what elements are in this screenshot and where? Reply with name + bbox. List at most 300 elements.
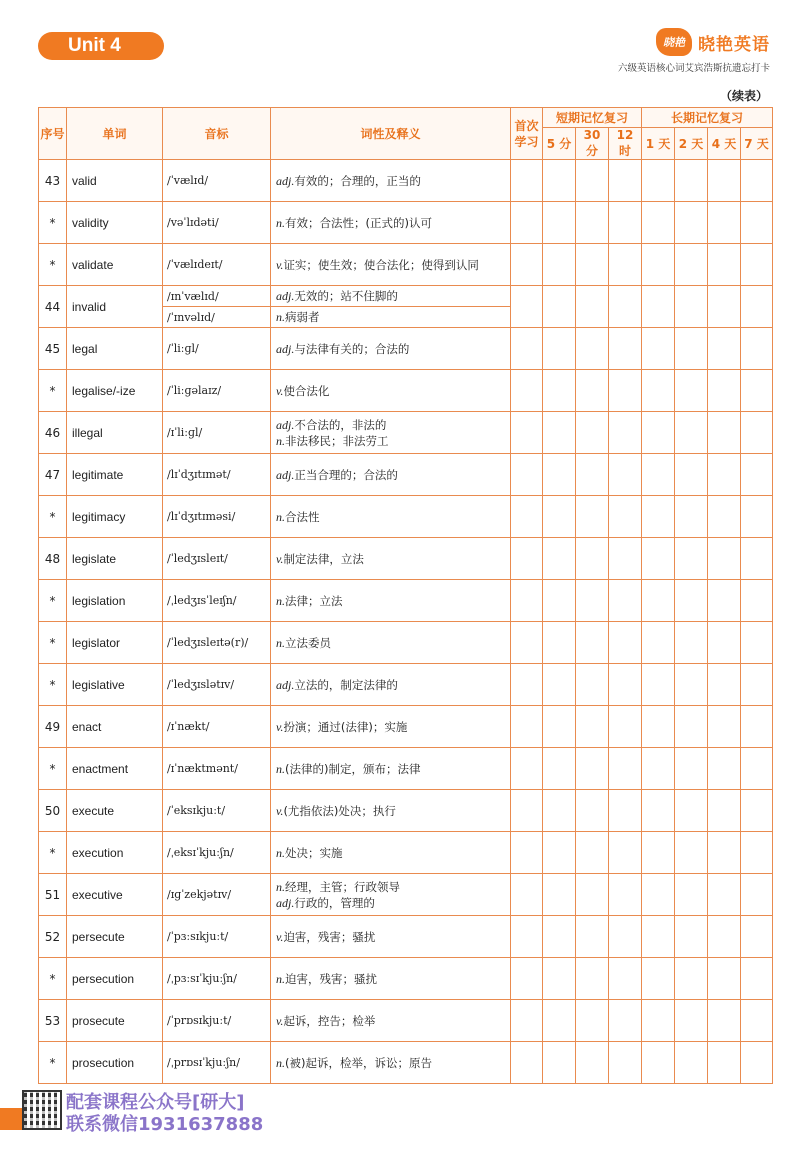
- review-checkbox-cell[interactable]: [609, 958, 642, 1000]
- review-checkbox-cell[interactable]: [741, 664, 773, 706]
- review-checkbox-cell[interactable]: [511, 328, 543, 370]
- review-checkbox-cell[interactable]: [708, 454, 741, 496]
- definition-line: [276, 895, 505, 911]
- entry-definition: [271, 958, 511, 1000]
- definition-text: 有效的；合理的，正当的: [294, 173, 421, 188]
- table-row: [39, 622, 773, 664]
- part-of-speech: v.: [276, 1013, 284, 1028]
- table-row: [39, 1000, 773, 1042]
- part-of-speech: adj.: [276, 173, 295, 188]
- review-checkbox-cell[interactable]: [675, 496, 708, 538]
- part-of-speech: n.: [276, 971, 285, 986]
- header-phonetic: 音标: [163, 108, 271, 160]
- review-checkbox-cell[interactable]: [543, 412, 576, 454]
- review-checkbox-cell[interactable]: [576, 328, 609, 370]
- review-checkbox-cell[interactable]: [741, 412, 773, 454]
- review-checkbox-cell[interactable]: [609, 412, 642, 454]
- header-5min: 5 分: [543, 128, 576, 160]
- review-checkbox-cell[interactable]: [609, 916, 642, 958]
- review-checkbox-cell[interactable]: [708, 622, 741, 664]
- review-checkbox-cell[interactable]: [708, 538, 741, 580]
- definition-text: 非法移民；非法劳工: [285, 433, 389, 448]
- entry-phonetic: /ɪˈnæktmənt/: [163, 748, 271, 790]
- entry-word: execute: [67, 790, 163, 832]
- review-checkbox-cell[interactable]: [609, 160, 642, 202]
- review-checkbox-cell[interactable]: [642, 202, 675, 244]
- review-checkbox-cell[interactable]: [511, 202, 543, 244]
- definition-text: 使合法化: [283, 383, 330, 398]
- review-checkbox-cell[interactable]: [609, 1000, 642, 1042]
- definition-line: [276, 593, 505, 609]
- review-checkbox-cell[interactable]: [708, 202, 741, 244]
- review-checkbox-cell[interactable]: [576, 622, 609, 664]
- qr-code-icon: [22, 1090, 62, 1130]
- review-checkbox-cell[interactable]: [741, 958, 773, 1000]
- review-checkbox-cell[interactable]: [741, 706, 773, 748]
- definition-line: [276, 879, 505, 895]
- part-of-speech: v.: [276, 383, 284, 398]
- entry-number: 46: [39, 412, 67, 454]
- review-checkbox-cell[interactable]: [609, 790, 642, 832]
- table-row: [39, 580, 773, 622]
- review-checkbox-cell[interactable]: [543, 874, 576, 916]
- review-checkbox-cell[interactable]: [543, 580, 576, 622]
- entry-phonetic: /ɪˈnækt/: [163, 706, 271, 748]
- table-row: [39, 664, 773, 706]
- definition-text: 无效的；站不住脚的: [294, 289, 398, 303]
- review-checkbox-cell[interactable]: [543, 496, 576, 538]
- review-checkbox-cell[interactable]: [511, 370, 543, 412]
- review-checkbox-cell[interactable]: [708, 496, 741, 538]
- review-checkbox-cell[interactable]: [543, 202, 576, 244]
- review-checkbox-cell[interactable]: [576, 706, 609, 748]
- review-checkbox-cell[interactable]: [609, 664, 642, 706]
- review-checkbox-cell[interactable]: [511, 1000, 543, 1042]
- review-checkbox-cell[interactable]: [511, 1042, 543, 1084]
- definition-line: [276, 929, 505, 945]
- entry-word: legislation: [67, 580, 163, 622]
- entry-phonetic: /vəˈlɪdəti/: [163, 202, 271, 244]
- review-checkbox-cell[interactable]: [741, 916, 773, 958]
- entry-definition: [271, 160, 511, 202]
- review-checkbox-cell[interactable]: [576, 496, 609, 538]
- definition-line: [276, 215, 505, 231]
- review-checkbox-cell[interactable]: [741, 832, 773, 874]
- part-of-speech: adj.: [276, 341, 295, 356]
- review-checkbox-cell[interactable]: [675, 202, 708, 244]
- definition-text: 立法的，制定法律的: [294, 677, 398, 692]
- part-of-speech: n.: [276, 215, 285, 230]
- entry-word: legislator: [67, 622, 163, 664]
- review-checkbox-cell[interactable]: [609, 454, 642, 496]
- review-checkbox-cell[interactable]: [708, 874, 741, 916]
- definition-text: 制定法律，立法: [283, 551, 364, 566]
- review-checkbox-cell[interactable]: [642, 286, 675, 328]
- entry-definition: [271, 286, 511, 307]
- review-checkbox-cell[interactable]: [642, 790, 675, 832]
- review-checkbox-cell[interactable]: [675, 790, 708, 832]
- review-checkbox-cell[interactable]: [511, 538, 543, 580]
- table-row: [39, 874, 773, 916]
- review-checkbox-cell[interactable]: [511, 958, 543, 1000]
- review-checkbox-cell[interactable]: [675, 664, 708, 706]
- review-checkbox-cell[interactable]: [675, 370, 708, 412]
- entry-number: *: [39, 202, 67, 244]
- entry-phonetic: /ˌeksɪˈkjuːʃn/: [163, 832, 271, 874]
- review-checkbox-cell[interactable]: [543, 958, 576, 1000]
- part-of-speech: n.: [276, 433, 285, 448]
- header-12h: 12 时: [609, 128, 642, 160]
- review-checkbox-cell[interactable]: [511, 286, 543, 328]
- definition-line: [276, 509, 505, 525]
- review-checkbox-cell[interactable]: [511, 580, 543, 622]
- review-checkbox-cell[interactable]: [708, 790, 741, 832]
- review-checkbox-cell[interactable]: [708, 370, 741, 412]
- review-checkbox-cell[interactable]: [511, 244, 543, 286]
- review-checkbox-cell[interactable]: [576, 538, 609, 580]
- review-checkbox-cell[interactable]: [576, 286, 609, 328]
- vocab-table: [38, 107, 773, 1084]
- entry-number: 50: [39, 790, 67, 832]
- table-row: [39, 202, 773, 244]
- review-checkbox-cell[interactable]: [675, 748, 708, 790]
- definition-text: 正当合理的；合法的: [294, 467, 398, 482]
- review-checkbox-cell[interactable]: [543, 748, 576, 790]
- definition-line: [276, 257, 505, 273]
- review-checkbox-cell[interactable]: [543, 370, 576, 412]
- table-row: [39, 706, 773, 748]
- review-checkbox-cell[interactable]: [708, 412, 741, 454]
- review-checkbox-cell[interactable]: [609, 328, 642, 370]
- entry-number: 43: [39, 160, 67, 202]
- review-checkbox-cell[interactable]: [675, 160, 708, 202]
- review-checkbox-cell[interactable]: [609, 286, 642, 328]
- header-7day: 7 天: [741, 128, 773, 160]
- review-checkbox-cell[interactable]: [741, 790, 773, 832]
- header-4day: 4 天: [708, 128, 741, 160]
- definition-text: 经理，主管；行政领导: [285, 879, 400, 894]
- review-checkbox-cell[interactable]: [642, 580, 675, 622]
- review-checkbox-cell[interactable]: [609, 202, 642, 244]
- review-checkbox-cell[interactable]: [511, 790, 543, 832]
- review-checkbox-cell[interactable]: [675, 244, 708, 286]
- review-checkbox-cell[interactable]: [642, 706, 675, 748]
- table-row: [39, 286, 773, 307]
- review-checkbox-cell[interactable]: [511, 748, 543, 790]
- review-checkbox-cell[interactable]: [675, 916, 708, 958]
- review-checkbox-cell[interactable]: [741, 286, 773, 328]
- entry-definition: [271, 244, 511, 286]
- review-checkbox-cell[interactable]: [708, 1000, 741, 1042]
- entry-phonetic: /ɪnˈvælɪd/: [163, 286, 271, 307]
- definition-line: [276, 341, 505, 357]
- review-checkbox-cell[interactable]: [609, 244, 642, 286]
- entry-phonetic: /ˈɪnvəlɪd/: [163, 307, 271, 328]
- review-checkbox-cell[interactable]: [741, 874, 773, 916]
- promo-line-1: 配套课程公众号[研大]: [66, 1092, 245, 1113]
- entry-number: 53: [39, 1000, 67, 1042]
- entry-definition: [271, 790, 511, 832]
- review-checkbox-cell[interactable]: [675, 286, 708, 328]
- review-checkbox-cell[interactable]: [609, 370, 642, 412]
- entry-phonetic: /lɪˈdʒɪtɪməsi/: [163, 496, 271, 538]
- review-checkbox-cell[interactable]: [576, 160, 609, 202]
- table-row: [39, 412, 773, 454]
- review-checkbox-cell[interactable]: [675, 958, 708, 1000]
- review-checkbox-cell[interactable]: [642, 160, 675, 202]
- definition-line: [276, 635, 505, 651]
- review-checkbox-cell[interactable]: [708, 958, 741, 1000]
- review-checkbox-cell[interactable]: [741, 244, 773, 286]
- entry-number: *: [39, 664, 67, 706]
- definition-text: 证实；使生效；使合法化；使得到认同: [283, 257, 479, 272]
- review-checkbox-cell[interactable]: [511, 874, 543, 916]
- review-checkbox-cell[interactable]: [642, 370, 675, 412]
- review-checkbox-cell[interactable]: [576, 958, 609, 1000]
- review-checkbox-cell[interactable]: [576, 832, 609, 874]
- definition-line: [276, 761, 505, 777]
- review-checkbox-cell[interactable]: [675, 832, 708, 874]
- review-checkbox-cell[interactable]: [576, 244, 609, 286]
- table-row: [39, 496, 773, 538]
- entry-number: *: [39, 832, 67, 874]
- entry-number: *: [39, 580, 67, 622]
- review-checkbox-cell[interactable]: [708, 580, 741, 622]
- table-row: [39, 832, 773, 874]
- review-checkbox-cell[interactable]: [609, 622, 642, 664]
- entry-definition: [271, 370, 511, 412]
- review-checkbox-cell[interactable]: [543, 160, 576, 202]
- review-checkbox-cell[interactable]: [642, 244, 675, 286]
- review-checkbox-cell[interactable]: [576, 370, 609, 412]
- review-checkbox-cell[interactable]: [642, 538, 675, 580]
- review-checkbox-cell[interactable]: [511, 664, 543, 706]
- entry-definition: [271, 1042, 511, 1084]
- review-checkbox-cell[interactable]: [708, 160, 741, 202]
- definition-text: 立法委员: [285, 635, 331, 650]
- review-checkbox-cell[interactable]: [642, 328, 675, 370]
- entry-definition: [271, 622, 511, 664]
- review-checkbox-cell[interactable]: [708, 706, 741, 748]
- review-checkbox-cell[interactable]: [642, 664, 675, 706]
- review-checkbox-cell[interactable]: [741, 370, 773, 412]
- review-checkbox-cell[interactable]: [576, 454, 609, 496]
- vocab-body: [39, 160, 773, 1084]
- review-checkbox-cell[interactable]: [741, 496, 773, 538]
- review-checkbox-cell[interactable]: [642, 454, 675, 496]
- review-checkbox-cell[interactable]: [511, 454, 543, 496]
- entry-number: 45: [39, 328, 67, 370]
- review-checkbox-cell[interactable]: [675, 874, 708, 916]
- review-checkbox-cell[interactable]: [708, 664, 741, 706]
- entry-number: *: [39, 244, 67, 286]
- review-checkbox-cell[interactable]: [543, 622, 576, 664]
- review-checkbox-cell[interactable]: [741, 202, 773, 244]
- review-checkbox-cell[interactable]: [576, 748, 609, 790]
- entry-phonetic: /ˈeksɪkjuːt/: [163, 790, 271, 832]
- header-2day: 2 天: [675, 128, 708, 160]
- entry-word: illegal: [67, 412, 163, 454]
- entry-definition: [271, 874, 511, 916]
- review-checkbox-cell[interactable]: [741, 622, 773, 664]
- review-checkbox-cell[interactable]: [642, 1000, 675, 1042]
- review-checkbox-cell[interactable]: [642, 622, 675, 664]
- review-checkbox-cell[interactable]: [642, 496, 675, 538]
- review-checkbox-cell[interactable]: [741, 454, 773, 496]
- review-checkbox-cell[interactable]: [642, 832, 675, 874]
- review-checkbox-cell[interactable]: [675, 454, 708, 496]
- definition-text: (法律的)制定，颁布；法律: [285, 761, 421, 776]
- entry-definition: [271, 1000, 511, 1042]
- review-checkbox-cell[interactable]: [511, 412, 543, 454]
- review-checkbox-cell[interactable]: [609, 580, 642, 622]
- review-checkbox-cell[interactable]: [576, 916, 609, 958]
- review-checkbox-cell[interactable]: [708, 832, 741, 874]
- review-checkbox-cell[interactable]: [543, 538, 576, 580]
- review-checkbox-cell[interactable]: [576, 790, 609, 832]
- table-row: [39, 748, 773, 790]
- entry-word: persecute: [67, 916, 163, 958]
- review-checkbox-cell[interactable]: [675, 412, 708, 454]
- review-checkbox-cell[interactable]: [576, 202, 609, 244]
- definition-line: [276, 383, 505, 399]
- review-checkbox-cell[interactable]: [511, 832, 543, 874]
- review-checkbox-cell[interactable]: [609, 706, 642, 748]
- review-checkbox-cell[interactable]: [543, 454, 576, 496]
- definition-line: [276, 1055, 505, 1071]
- definition-text: 行政的，管理的: [294, 895, 375, 910]
- header-num: 序号: [39, 108, 67, 160]
- definition-line: [276, 803, 505, 819]
- entry-phonetic: /ˈpɜːsɪkjuːt/: [163, 916, 271, 958]
- part-of-speech: adj.: [276, 467, 295, 482]
- review-checkbox-cell[interactable]: [675, 580, 708, 622]
- review-checkbox-cell[interactable]: [609, 1042, 642, 1084]
- entry-definition: [271, 706, 511, 748]
- review-checkbox-cell[interactable]: [543, 244, 576, 286]
- review-checkbox-cell[interactable]: [642, 874, 675, 916]
- table-row: [39, 370, 773, 412]
- part-of-speech: n.: [276, 509, 285, 524]
- review-checkbox-cell[interactable]: [576, 874, 609, 916]
- review-checkbox-cell[interactable]: [741, 328, 773, 370]
- part-of-speech: v.: [276, 257, 284, 272]
- review-checkbox-cell[interactable]: [642, 1042, 675, 1084]
- entry-word: legal: [67, 328, 163, 370]
- entry-phonetic: /ɪˈliːɡl/: [163, 412, 271, 454]
- promo-text: [66, 1092, 263, 1136]
- review-checkbox-cell[interactable]: [543, 916, 576, 958]
- part-of-speech: n.: [276, 845, 285, 860]
- review-checkbox-cell[interactable]: [708, 328, 741, 370]
- review-checkbox-cell[interactable]: [675, 622, 708, 664]
- entry-definition: [271, 328, 511, 370]
- review-checkbox-cell[interactable]: [675, 706, 708, 748]
- entry-phonetic: /ˈledʒɪsleɪt/: [163, 538, 271, 580]
- review-checkbox-cell[interactable]: [543, 664, 576, 706]
- review-checkbox-cell[interactable]: [741, 1042, 773, 1084]
- header-30min: 30 分: [576, 128, 609, 160]
- review-checkbox-cell[interactable]: [543, 1000, 576, 1042]
- header-word: 单词: [67, 108, 163, 160]
- review-checkbox-cell[interactable]: [543, 706, 576, 748]
- definition-line: [276, 433, 505, 449]
- review-checkbox-cell[interactable]: [576, 1042, 609, 1084]
- review-checkbox-cell[interactable]: [741, 160, 773, 202]
- review-checkbox-cell[interactable]: [741, 1000, 773, 1042]
- review-checkbox-cell[interactable]: [576, 664, 609, 706]
- entry-phonetic: /ˈliːɡəlaɪz/: [163, 370, 271, 412]
- review-checkbox-cell[interactable]: [576, 1000, 609, 1042]
- part-of-speech: v.: [276, 551, 284, 566]
- review-checkbox-cell[interactable]: [609, 874, 642, 916]
- review-checkbox-cell[interactable]: [708, 748, 741, 790]
- entry-number: *: [39, 370, 67, 412]
- header-short-term: 短期记忆复习: [543, 108, 642, 128]
- part-of-speech: v.: [276, 719, 284, 734]
- review-checkbox-cell[interactable]: [609, 496, 642, 538]
- entry-number: 52: [39, 916, 67, 958]
- definition-line: [276, 845, 505, 861]
- definition-line: [276, 971, 505, 987]
- review-checkbox-cell[interactable]: [543, 328, 576, 370]
- review-checkbox-cell[interactable]: [741, 580, 773, 622]
- review-checkbox-cell[interactable]: [675, 1042, 708, 1084]
- definition-line: [276, 417, 505, 433]
- header-long-term: 长期记忆复习: [642, 108, 773, 128]
- review-checkbox-cell[interactable]: [642, 916, 675, 958]
- review-checkbox-cell[interactable]: [675, 538, 708, 580]
- review-checkbox-cell[interactable]: [708, 1042, 741, 1084]
- review-checkbox-cell[interactable]: [511, 496, 543, 538]
- review-checkbox-cell[interactable]: [642, 412, 675, 454]
- brand-logo-icon: 晓艳: [656, 28, 692, 56]
- review-checkbox-cell[interactable]: [543, 790, 576, 832]
- entry-phonetic: /ˌledʒɪsˈleɪʃn/: [163, 580, 271, 622]
- review-checkbox-cell[interactable]: [675, 328, 708, 370]
- table-row: [39, 160, 773, 202]
- entry-word: legalise/-ize: [67, 370, 163, 412]
- review-checkbox-cell[interactable]: [511, 916, 543, 958]
- review-checkbox-cell[interactable]: [741, 538, 773, 580]
- review-checkbox-cell[interactable]: [741, 748, 773, 790]
- entry-phonetic: /ˌprɒsɪˈkjuːʃn/: [163, 1042, 271, 1084]
- review-checkbox-cell[interactable]: [609, 748, 642, 790]
- review-checkbox-cell[interactable]: [708, 244, 741, 286]
- review-checkbox-cell[interactable]: [543, 832, 576, 874]
- continued-label: （续表）: [719, 89, 768, 103]
- review-checkbox-cell[interactable]: [609, 538, 642, 580]
- review-checkbox-cell[interactable]: [543, 1042, 576, 1084]
- review-checkbox-cell[interactable]: [511, 706, 543, 748]
- review-checkbox-cell[interactable]: [642, 958, 675, 1000]
- review-checkbox-cell[interactable]: [708, 286, 741, 328]
- review-checkbox-cell[interactable]: [576, 412, 609, 454]
- review-checkbox-cell[interactable]: [642, 748, 675, 790]
- table-row: [39, 916, 773, 958]
- review-checkbox-cell[interactable]: [543, 286, 576, 328]
- review-checkbox-cell[interactable]: [675, 1000, 708, 1042]
- review-checkbox-cell[interactable]: [708, 916, 741, 958]
- unit-label: Unit 4: [38, 32, 164, 60]
- review-checkbox-cell[interactable]: [511, 622, 543, 664]
- entry-number: 51: [39, 874, 67, 916]
- entry-phonetic: /ɪɡˈzekjətɪv/: [163, 874, 271, 916]
- entry-number: *: [39, 496, 67, 538]
- review-checkbox-cell[interactable]: [576, 580, 609, 622]
- review-checkbox-cell[interactable]: [609, 832, 642, 874]
- review-checkbox-cell[interactable]: [511, 160, 543, 202]
